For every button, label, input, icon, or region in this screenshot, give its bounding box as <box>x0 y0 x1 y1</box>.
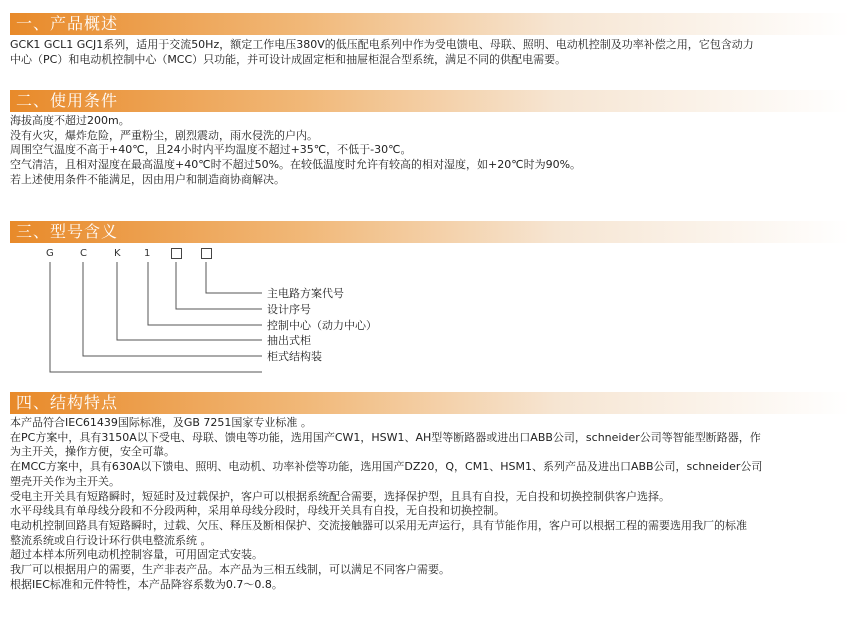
structure-line: 超过本样本所列电动机控制容量，可用固定式安装。 <box>10 548 263 562</box>
section-structure-body <box>10 416 850 592</box>
model-letter-g: G <box>46 248 54 259</box>
structure-line: 水平母线具有单母线分段和不分段两种，采用单母线分段时，母线开关具有自投，无自投和切换控制。 <box>10 504 505 518</box>
condition-line: 空气清洁，且相对湿度在最高温度+40℃时不超过50%。在较低温度时允许有较高的相对湿度，如+20℃时为90%。 <box>10 158 582 172</box>
model-label-control: 控制中心（动力中心） <box>267 319 377 332</box>
condition-line: 没有火灾，爆炸危险，严重粉尘，剧烈震动，雨水侵洗的户内。 <box>10 128 318 142</box>
model-label-design: 设计序号 <box>267 303 311 316</box>
model-letter-k: K <box>114 248 121 259</box>
section-structure-header <box>10 392 850 414</box>
structure-line: 根据IEC标准和元件特性，本产品降容系数为0.7～0.8。 <box>10 577 283 591</box>
structure-line: 在PC方案中，具有3150A以下受电、母联、馈电等功能，选用国产CW1，HSW1、AH型等断路器或进出口ABB公司，schneider公司等智能型断路器，作 <box>10 430 761 444</box>
structure-line: 为主开关，操作方便，安全可靠。 <box>10 445 175 459</box>
structure-line: 本产品符合IEC61439国际标准，及GB 7251国家专业标准 。 <box>10 416 312 429</box>
model-label-cabinet: 柜式结构装 <box>267 350 322 363</box>
structure-line: 塑壳开关作为主开关。 <box>10 474 120 488</box>
structure-line: 在MCC方案中，具有630A以下馈电、照明、电动机、功率补偿等功能，选用国产DZ20，Q，CM1、HSM1、系列产品及进出口ABB公司，schneider公司 <box>10 460 763 474</box>
model-label-drawout: 抽出式柜 <box>267 334 311 347</box>
section-conditions-title: 二、使用条件 <box>16 91 119 110</box>
structure-line: 整流系统或自行设计环行供电整流系统 。 <box>10 533 212 547</box>
condition-line: 海拔高度不超过200m。 <box>10 114 130 127</box>
structure-line: 我厂可以根据用户的需要，生产非表产品。本产品为三相五线制，可以满足不同客户需要。 <box>10 563 450 577</box>
section-model-title: 三、型号含义 <box>16 222 119 241</box>
model-letter-1: 1 <box>144 248 151 259</box>
model-letter-c: C <box>80 248 87 259</box>
condition-line: 周围空气温度不高于+40℃，且24小时内平均温度不超过+35℃，不低于-30℃。 <box>10 143 412 157</box>
condition-line: 若上述使用条件不能满足，因由用户和制造商协商解决。 <box>10 172 285 186</box>
structure-line: 受电主开关具有短路瞬时，短延时及过载保护，客户可以根据系统配合需要，选择保护型，且具有自投，无自投和切换控制供客户选择。 <box>10 489 670 503</box>
overview-line: GCK1 GCL1 GCJ1系列，适用于交流50Hz，额定工作电压380V的低压配电系列中作为受电馈电、母联、照明、电动机控制及功率补偿之用，它包含动力 <box>10 38 754 51</box>
overview-line: 中心（PC）和电动机控制中心（MCC）只功能，并可设计成固定柜和抽屉柜混合型系统，满足不同的供配电需要。 <box>10 52 567 66</box>
model-label-scheme: 主电路方案代号 <box>267 287 344 300</box>
structure-line: 电动机控制回路具有短路瞬时，过载、欠压、释压及断相保护、交流接触器可以采用无声运行，具有节能作用，客户可以根据工程的需要选用我厂的标准 <box>10 518 747 532</box>
section-structure-title: 四、结构特点 <box>16 393 119 412</box>
section-overview-title: 一、产品概述 <box>16 14 119 33</box>
